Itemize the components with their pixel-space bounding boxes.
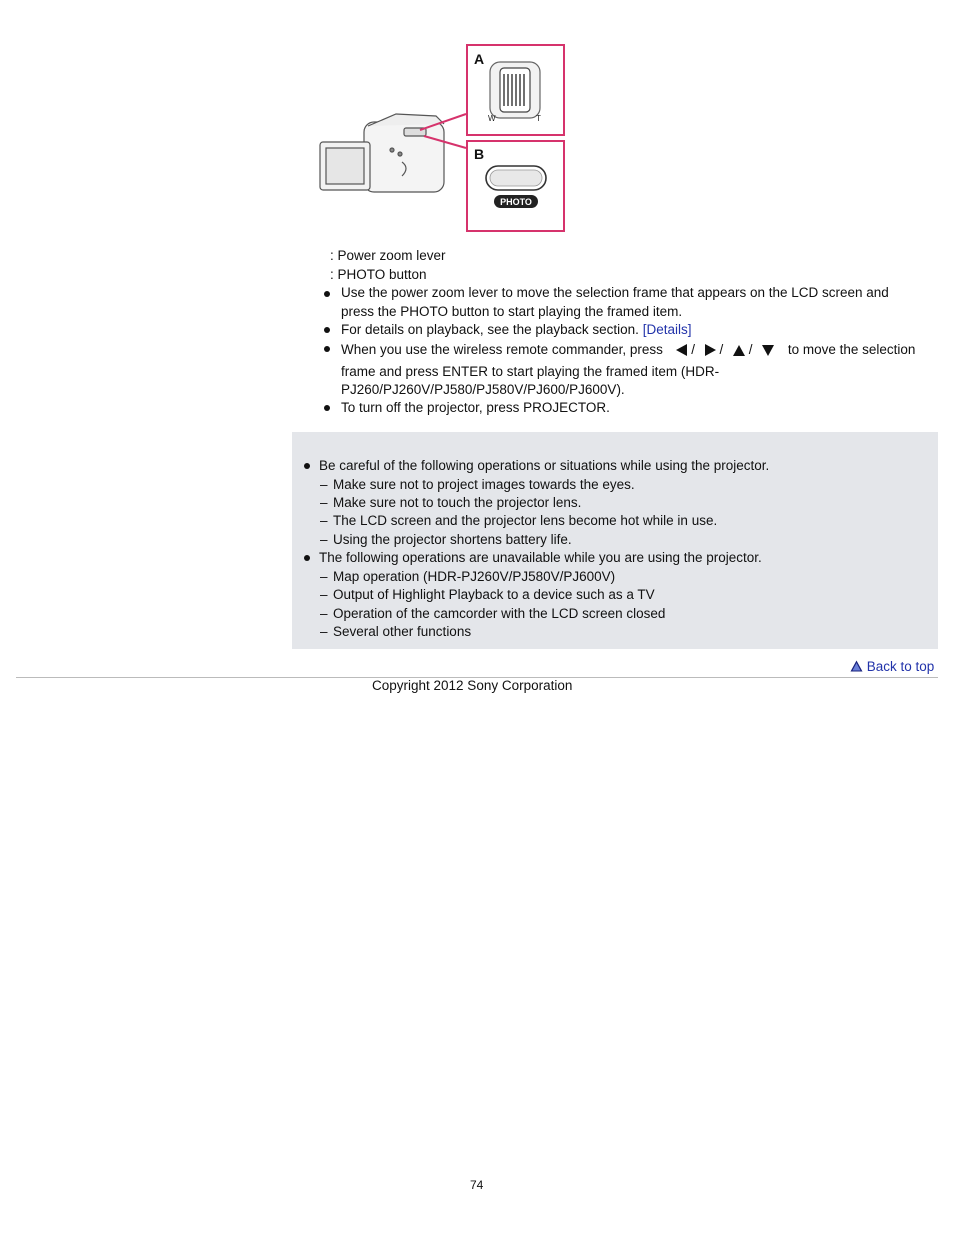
bullet-4: To turn off the projector, press PROJECTOR. [341,400,610,415]
arrow-up-icon [733,345,745,356]
dash-marker: – [320,495,328,510]
dash-marker: – [320,606,328,621]
bullet-dot [304,555,310,561]
bullet-dot [304,463,310,469]
slash-sep: / [691,342,695,357]
slash-sep: / [719,342,724,357]
bullet-dot [324,291,330,297]
camcorder-illustration [316,42,568,234]
zoom-lever-icon [490,62,540,118]
dash-marker: – [320,587,328,602]
photo-badge-label: PHOTO [500,197,532,207]
bullet-3-post: to move the selection [787,342,916,357]
zoom-w-label: W [488,114,496,123]
bullet-3-line-1 [341,341,915,359]
note-sub-1-1: Make sure not to project images towards the eyes. [333,477,635,492]
back-to-top-icon [850,660,863,672]
callout-b-label: B [474,146,485,162]
note-sub-2-1: Map operation (HDR-PJ260V/PJ580V/PJ600V) [333,569,616,584]
bullet-3-pre: When you use the wireless remote commander, press [341,342,663,357]
camcorder-drawing [320,114,444,192]
legend-b: : PHOTO button [330,267,427,282]
arrow-left-icon [676,344,687,356]
bullet-dot [324,327,330,333]
bullet-3-line-3: PJ260/PJ260V/PJ580/PJ580V/PJ600/PJ600V). [341,382,625,397]
note-sub-2-4: Several other functions [333,624,472,639]
note-item-1: Be careful of the following operations or situations while using the projector. [319,458,770,473]
callout-a-label: A [474,51,485,67]
legend-a: : Power zoom lever [330,248,446,263]
details-link[interactable]: [Details] [642,322,692,337]
bullet-3-line-2: frame and press ENTER to start playing the framed item (HDR- [341,364,720,379]
note-item-2: The following operations are unavailable while you are using the projector. [319,550,762,565]
dash-marker: – [320,569,328,584]
back-to-top[interactable] [850,658,934,676]
arrow-right-icon [705,344,716,356]
zoom-t-label: T [536,114,541,123]
bullet-2 [341,321,691,339]
copyright: Copyright 2012 Sony Corporation [372,678,573,693]
bullet-2-text: For details on playback, see the playback section. [341,322,639,337]
note-sub-1-2: Make sure not to touch the projector lens. [333,495,582,510]
note-sub-2-2: Output of Highlight Playback to a device such as a TV [333,587,655,602]
note-sub-1-4: Using the projector shortens battery life. [333,532,572,547]
dash-marker: – [320,513,328,528]
back-to-top-link[interactable]: Back to top [866,659,935,674]
bullet-dot [324,405,330,411]
slash-sep: / [748,342,753,357]
page-number: 74 [470,1178,484,1192]
bullet-1-line-2: press the PHOTO button to start playing the framed item. [341,304,683,319]
note-sub-2-3: Operation of the camcorder with the LCD screen closed [333,606,666,621]
arrow-down-icon [762,345,774,356]
dash-marker: – [320,477,328,492]
dash-marker: – [320,532,328,547]
bullet-dot [324,346,330,352]
bullet-1-line-1: Use the power zoom lever to move the selection frame that appears on the LCD screen and [341,285,889,300]
dash-marker: – [320,624,328,639]
note-sub-1-3: The LCD screen and the projector lens become hot while in use. [333,513,718,528]
